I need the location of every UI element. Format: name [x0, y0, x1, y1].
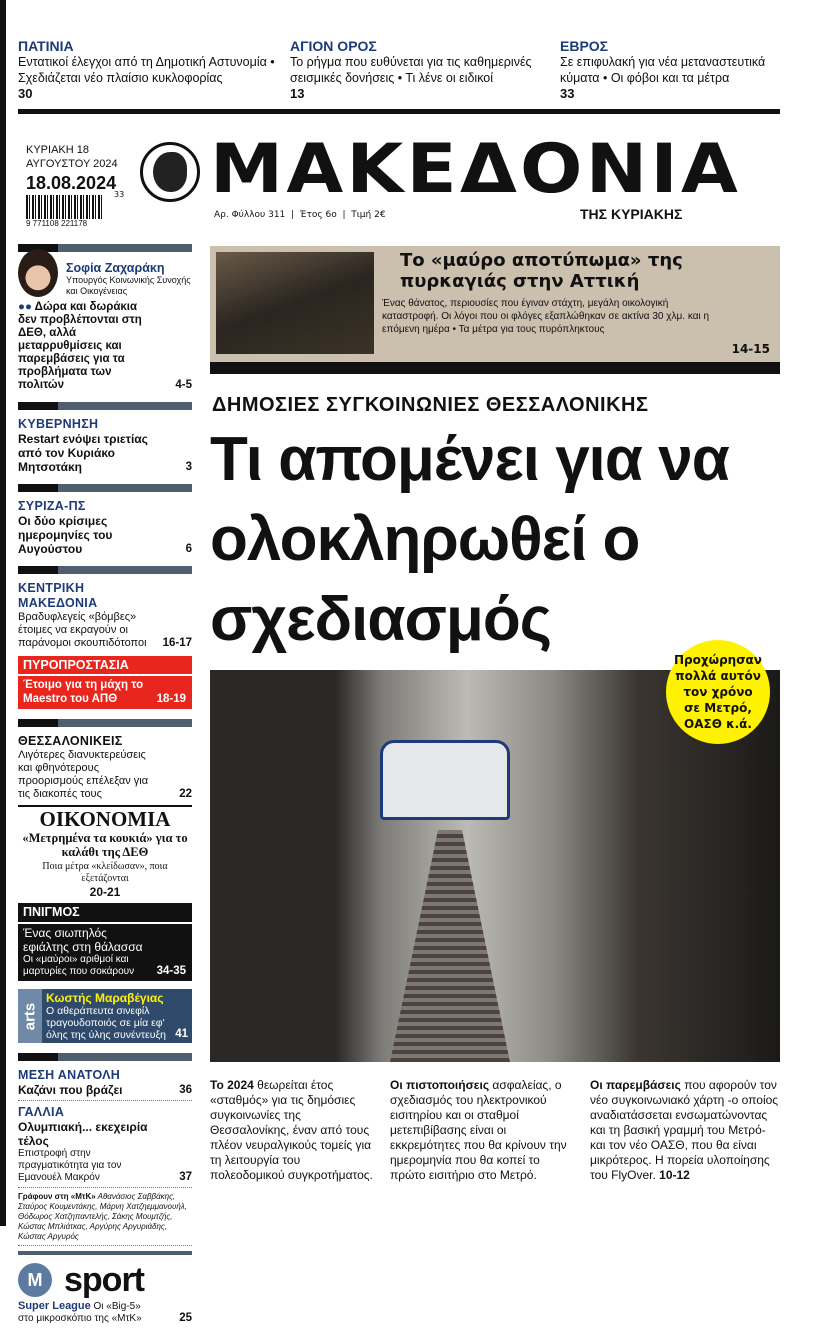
page: 33 [560, 86, 575, 101]
masthead-subtitle: ΤΗΣ ΚΥΡΙΑΚΗΣ [580, 206, 683, 222]
page: 20-21 [89, 885, 121, 899]
page: 25 [179, 1312, 192, 1324]
central-story[interactable] [18, 581, 192, 650]
page: 30 [18, 86, 33, 101]
gov-story[interactable] [18, 417, 192, 474]
kicker: ΚΕΝΤΡΙΚΗ ΜΑΚΕΔΟΝΙΑ [18, 581, 98, 610]
divider [18, 566, 192, 574]
text: Σε επιφυλακή για νέα μεταναστευτικά κύματα • Οι φόβοι και τα μέτρα [560, 55, 766, 85]
col-text: θεωρείται έτος «σταθμός» για τις δημόσιες συγκοινωνίες της Θεσσαλονίκης, έναν από τους πλέον νευραλγικούς τομείς για τη λειτουργία του πολεοδομικού συγκροτήματος. [210, 1078, 373, 1182]
fire-photo [216, 252, 374, 354]
kicker: ΜΕΣΗ ΑΝΑΤΟΛΗ [18, 1068, 121, 1082]
page: 16-17 [162, 637, 192, 649]
kicker: ΠΝΙΓΜΟΣ [18, 905, 192, 924]
fire-story[interactable] [210, 246, 780, 362]
text: Επιστροφή στην πραγματικότητα για τον Εμανουέλ Μακρόν [18, 1148, 122, 1183]
metro-train [380, 740, 510, 820]
thess-story[interactable] [18, 734, 192, 801]
col-lead: Το 2024 [210, 1078, 254, 1092]
text: Το ρήγμα που ευθύνεται για τις καθημερινές σεισμικές δονήσεις • Τι λένε οι ειδικοί [290, 55, 532, 85]
text: Εντατικοί έλεγχοι από τη Δημοτική Αστυνομία • Σχεδιάζεται νέο πλαίσιο κυκλοφορίας [18, 55, 275, 85]
main-kicker: ΔΗΜΟΣΙΕΣ ΣΥΓΚΟΙΝΩΝΙΕΣ ΘΕΣΣΑΛΟΝΙΚΗΣ [212, 394, 649, 416]
rail-track [390, 830, 510, 1062]
text: Οι «Big-5» στο μικροσκόπιο της «ΜτΚ» [18, 1301, 142, 1324]
divider [18, 484, 192, 492]
sport-story[interactable] [18, 1300, 192, 1325]
text: Καζάνι που βράζει [18, 1083, 123, 1097]
main-col-3 [590, 1078, 782, 1183]
yellow-badge: Προχώρησαν πολλά αυτόν τον χρόνο σε Μετρό, ΟΑΣΘ κ.ά. [666, 640, 770, 744]
col-lead: Οι πιστοποιήσεις [390, 1078, 490, 1092]
headline: Ολυμπιακή... εκεχειρία τέλος [18, 1120, 148, 1148]
fire-page: 14-15 [731, 342, 770, 356]
kicker: ΘΕΣΣΑΛΟΝΙΚΕΙΣ [18, 734, 123, 748]
day: ΚΥΡΙΑΚΗ 18 [26, 144, 89, 156]
barcode [26, 195, 102, 219]
interview-role: Υπουργός Κοινωνικής Συνοχής και Οικογένειας [66, 275, 191, 296]
date-block [26, 143, 118, 229]
arts-logo: arts [21, 1002, 39, 1030]
writers-label: Γράφουν στη «ΜτΚ» [18, 1192, 96, 1201]
quote-text: Δώρα και δωράκια δεν προβλέπονται στη ΔΕΘ, αλλά μεταρρυθμίσεις και παρεμβάσεις για τα προβλήματα των πολιτών [18, 301, 142, 391]
page: 6 [185, 543, 192, 555]
text: Οι δύο κρίσιμες ημερομηνίες του Αυγούστου [18, 514, 113, 556]
barcode-number: 9 771108 221178 [26, 219, 88, 228]
alexander-coin-logo [140, 142, 200, 202]
fire-headline: Το «μαύρο αποτύπωμα» της πυρκαγιάς στην Αττική [400, 250, 683, 292]
masthead-title: ΜΑΚΕΔΟΝΙΑ [210, 130, 742, 209]
text: Ποια μέτρα «κλείδωσαν», ποια εξετάζονται [42, 861, 168, 884]
m-logo-icon: M [18, 1263, 52, 1297]
top-rule [18, 109, 780, 114]
page: 41 [175, 1028, 188, 1040]
kicker: Super League [18, 1300, 91, 1312]
text: Restart ενόψει τριετίας από τον Κυριάκο Μητσοτάκη [18, 432, 148, 474]
kicker: ΟΙΚΟΝΟΜΙΑ [39, 807, 171, 831]
month: ΑΥΓΟΥΣΤΟΥ 2024 [26, 158, 118, 170]
col-text: που αφορούν τον νέο συγκοινωνιακό χάρτη -ο οποίος αναδιατάσσεται ενσωματώνοντας και τη βασική γραμμή του Μετρό- και τον νέο ΟΑΣΘ, που θα είναι μικρότερος. Η πορεία υλοποίησης του FlyOver. [590, 1078, 779, 1182]
kicker: ΠΥΡΟΠΡΟΣΤΑΣΙΑ [18, 658, 192, 676]
drowning-story[interactable] [18, 903, 192, 981]
main-col-1 [210, 1078, 378, 1183]
kicker: ΚΥΒΕΡΝΗΣΗ [18, 417, 99, 431]
sport-wordmark: sport [64, 1261, 144, 1299]
syriza-story[interactable] [18, 499, 192, 556]
top-story-2[interactable] [290, 38, 555, 101]
divider [18, 1251, 192, 1255]
text: Ο αθεράπευτα σινεφίλ τραγουδοποιός σε μία εφ' όλης της ύλης συνέντευξη [46, 1005, 166, 1041]
page: 4-5 [175, 379, 192, 391]
barcode-addon: 33 [114, 190, 125, 199]
avatar [18, 249, 58, 297]
page: 13 [290, 86, 305, 101]
headline: «Μετρημένα τα κουκιά» για το καλάθι της ΔΕΘ [22, 831, 188, 859]
kicker: ΣΥΡΙΖΑ-ΠΣ [18, 499, 86, 513]
interview[interactable] [18, 249, 192, 297]
page: 3 [185, 461, 192, 473]
page: 36 [179, 1084, 192, 1096]
mideast-story[interactable] [18, 1068, 192, 1101]
col-page: 10-12 [659, 1168, 690, 1182]
page: 18-19 [156, 693, 186, 705]
sport-logo[interactable] [18, 1260, 192, 1300]
economy-story[interactable] [18, 805, 192, 903]
kicker: ΕΒΡΟΣ [560, 38, 609, 54]
page: 34-35 [156, 965, 186, 977]
main-col-2 [390, 1078, 578, 1183]
fireprot-story[interactable] [18, 656, 192, 709]
col-text: ασφαλείας, ο σχεδιασμός του ηλεκτρονικού εισιτηρίου και οι σταθμοί μετεπιβίβασης είναι οι εκκρεμότητες που θα κρίνουν την ημερομηνία που θα κοπεί το πρώτο εισιτήριο στο Μετρό. [390, 1078, 567, 1182]
kicker: ΓΑΛΛΙΑ [18, 1105, 65, 1119]
kicker: ΑΓΙΟΝ ΟΡΟΣ [290, 38, 377, 54]
divider [18, 1053, 192, 1061]
interview-name: Σοφία Ζαχαράκη [66, 261, 165, 275]
page: 37 [179, 1171, 192, 1183]
divider [18, 402, 192, 410]
text: Λιγότερες διανυκτερεύσεις και φθηνότερους προορισμούς επέλεξαν για τις διακοπές τους [18, 749, 149, 800]
sidebar [18, 244, 192, 1329]
text: Βραδυφλεγείς «βόμβες» έτοιμες να εκραγούν οι παράνομοι σκουπιδότοποι [18, 611, 147, 649]
france-story[interactable] [18, 1105, 192, 1188]
divider [18, 719, 192, 727]
top-story-3[interactable] [560, 38, 790, 101]
name: Κωστής Μαραβέγιας [46, 991, 164, 1005]
fire-rule [210, 362, 780, 374]
col-lead: Οι παρεμβάσεις [590, 1078, 681, 1092]
writers-list: Αθανάσιος Σαββάκης, Σταύρος Κουμεντάκης, Μάρνη Χατζηεμμανουήλ, Θόδωρος Χατζηπαντελής, Σάκης Μουμτζής, Κώστας Μπλιάτκας, Αργύρης Αργυριάδης, Κώστας Αργυρός [18, 1192, 187, 1241]
quote-icon: ●● [18, 301, 35, 313]
writers [18, 1192, 192, 1246]
date: 18.08.2024 [26, 173, 117, 193]
arts-story[interactable] [18, 989, 192, 1043]
top-story-1[interactable] [18, 38, 283, 101]
text: Οι «μαύροι» αριθμοί και μαρτυρίες που σοκάρουν [23, 954, 135, 977]
issue-info: Αρ. Φύλλου 311 | Έτος 6ο | Τιμή 2€ [214, 210, 386, 220]
kicker: ΠΑΤΙΝΙΑ [18, 38, 74, 54]
headline: Ένας σιωπηλός εφιάλτης στη θάλασσα [23, 926, 143, 954]
page: 22 [179, 788, 192, 800]
main-headline[interactable]: Τι απομένει για να ολοκληρωθεί ο σχεδιασμός [210, 425, 729, 654]
interview-quote[interactable] [18, 301, 192, 392]
page-edge [0, 0, 6, 1226]
text: Έτοιμο για τη μάχη το Maestro του ΑΠΘ [23, 679, 144, 705]
fire-text: Ένας θάνατος, περιουσίες που έγιναν στάχτη, μεγάλη οικολογική καταστροφή. Οι λόγοι που οι φλόγες εξαπλώθηκαν σε ακτίνα 30 χλμ. και η επόμενη ημέρα • Τα μέτρα για τους πυρόπληκτους [382, 298, 710, 335]
